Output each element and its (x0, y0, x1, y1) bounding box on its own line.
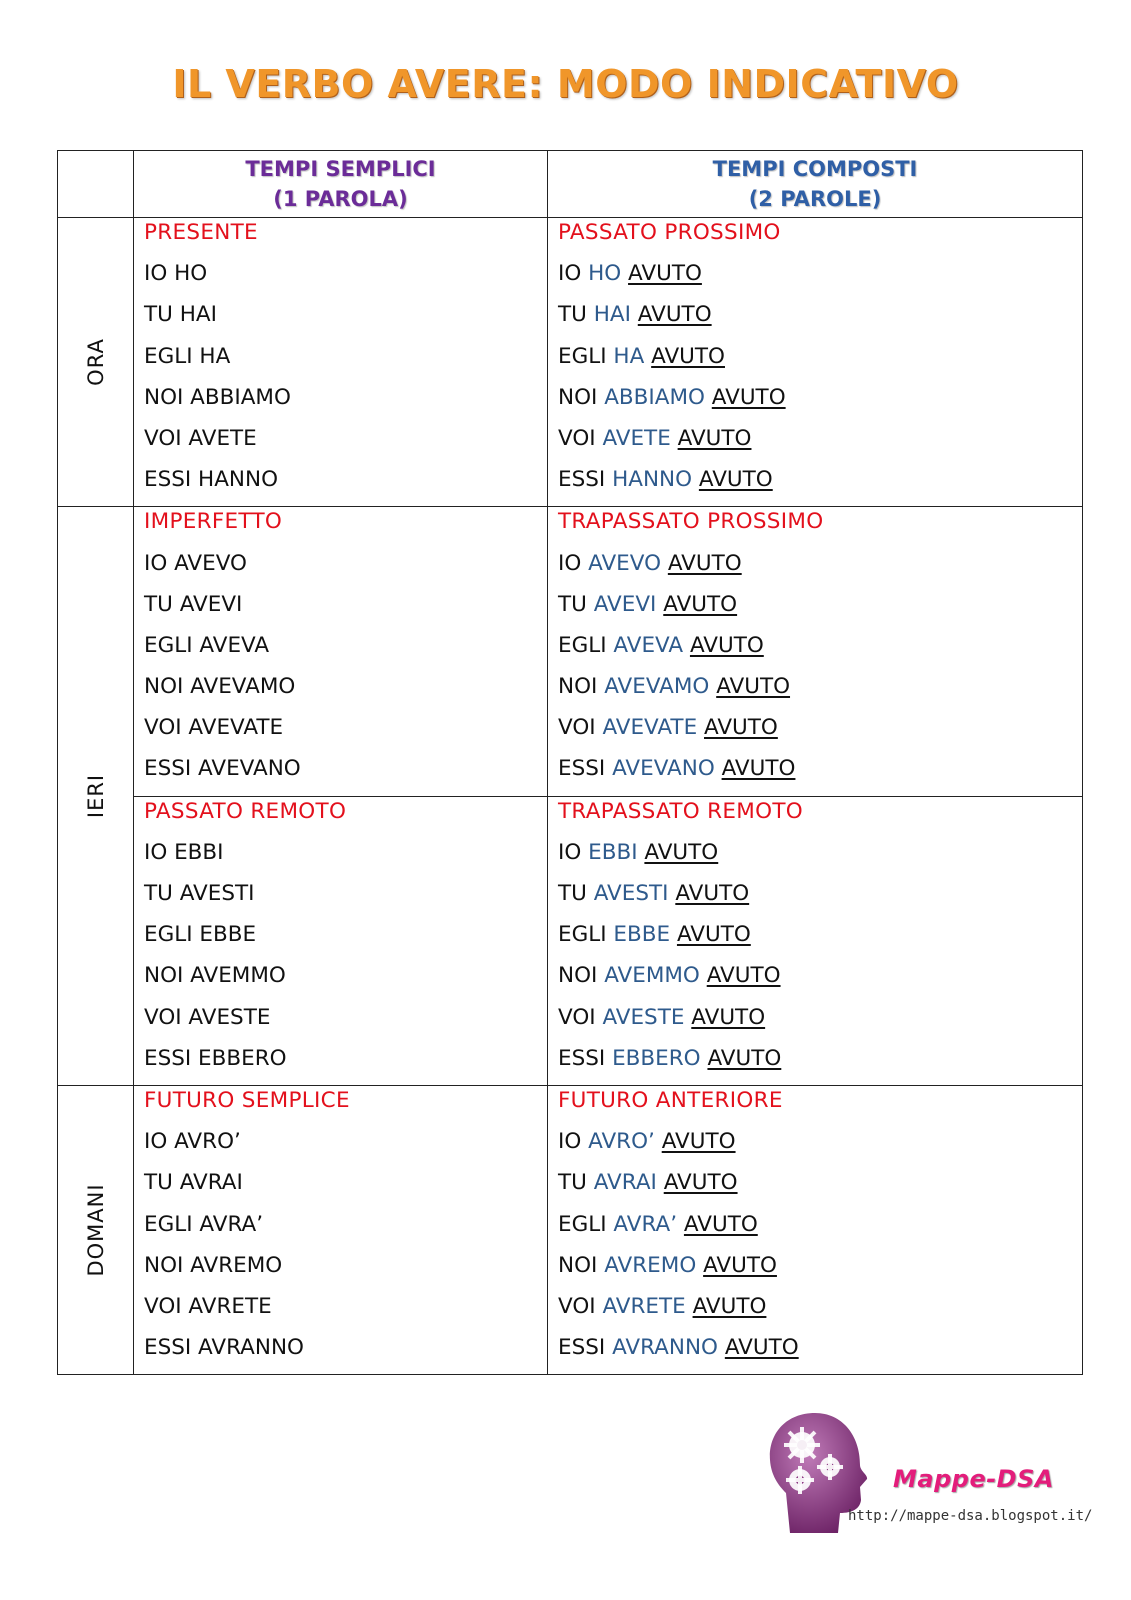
auxiliary-verb: AVEVI (593, 591, 657, 617)
compound-tense-name: TRAPASSATO PROSSIMO (558, 509, 824, 535)
simple-form: NOI ABBIAMO (144, 384, 291, 410)
mappe-dsa-logo (760, 1405, 1100, 1545)
compound-form (558, 838, 1082, 879)
past-participle: AVUTO (663, 1170, 738, 1196)
past-participle: AVUTO (637, 302, 712, 328)
auxiliary-verb: AVEVAMO (604, 674, 710, 700)
auxiliary-verb: AVEMMO (604, 963, 700, 989)
compound-form (558, 1292, 1082, 1333)
header-compound-subtitle: (2 PAROLE) (748, 187, 882, 211)
pronoun: ESSI (558, 1335, 606, 1361)
past-participle: AVUTO (707, 1045, 782, 1071)
corner-cell (58, 151, 134, 218)
time-label: ORA (83, 338, 108, 386)
past-participle: AVUTO (644, 839, 719, 865)
auxiliary-verb: AVEVATE (602, 715, 698, 741)
logo-name: Mappe-DSA (893, 1465, 1054, 1493)
pronoun: VOI (558, 1004, 596, 1030)
auxiliary-verb: AVRAI (593, 1170, 657, 1196)
past-participle: AVUTO (677, 425, 752, 451)
past-participle: AVUTO (698, 467, 773, 493)
compound-tense-name: FUTURO ANTERIORE (558, 1087, 783, 1113)
simple-form: NOI AVEVAMO (144, 674, 296, 700)
header-compound-title: TEMPI COMPOSTI (712, 157, 918, 181)
past-participle: AVUTO (692, 1293, 767, 1319)
simple-form: ESSI AVEVANO (144, 756, 301, 782)
auxiliary-verb: HANNO (612, 467, 693, 493)
auxiliary-verb: AVREMO (604, 1252, 697, 1278)
compound-tense-cell (548, 796, 1083, 1085)
auxiliary-verb: HAI (593, 302, 631, 328)
page-title: IL VERBO AVERE: MODO INDICATIVO (172, 62, 959, 106)
compound-form (558, 1251, 1082, 1292)
pronoun: TU (558, 881, 587, 906)
pronoun: VOI (558, 425, 596, 451)
simple-form: IO HO (144, 261, 208, 287)
pronoun: TU (558, 591, 587, 617)
simple-form: IO EBBI (144, 839, 224, 865)
simple-form: EGLI AVEVA (144, 632, 270, 658)
past-participle: AVUTO (675, 881, 750, 906)
compound-form (558, 631, 1082, 672)
compound-tense-cell (548, 507, 1083, 796)
compound-form (558, 1210, 1082, 1251)
auxiliary-verb: AVEVANO (612, 756, 715, 782)
simple-tense-cell (134, 507, 548, 796)
compound-tense-cell (548, 218, 1083, 507)
simple-form: ESSI EBBERO (144, 1045, 287, 1071)
time-label: DOMANI (83, 1183, 108, 1277)
simple-tense-name: PASSATO REMOTO (144, 798, 347, 824)
auxiliary-verb: AVETE (602, 425, 671, 451)
compound-form (558, 342, 1082, 383)
compound-form (558, 590, 1082, 631)
compound-form (558, 961, 1082, 1002)
past-participle: AVUTO (691, 1004, 766, 1030)
auxiliary-verb: AVESTE (602, 1004, 685, 1030)
pronoun: VOI (558, 1293, 596, 1319)
pronoun: NOI (558, 963, 598, 989)
simple-form: VOI AVEVATE (144, 715, 284, 741)
header-simple-tenses (134, 151, 548, 218)
past-participle: AVUTO (651, 343, 725, 369)
pronoun: EGLI (558, 343, 607, 369)
simple-tense-cell (134, 796, 548, 1085)
compound-form (558, 1003, 1082, 1044)
auxiliary-verb: AVRA’ (613, 1211, 678, 1237)
simple-tense-cell (134, 1085, 548, 1374)
simple-form: VOI AVETE (144, 425, 257, 451)
past-participle: AVUTO (683, 1211, 758, 1237)
conjugation-table (57, 150, 1083, 1375)
pronoun: IO (558, 550, 582, 576)
pronoun: EGLI (558, 922, 607, 948)
pronoun: IO (558, 1129, 582, 1155)
table-row (58, 507, 1083, 796)
past-participle: AVUTO (676, 922, 751, 948)
pronoun: ESSI (558, 1045, 606, 1071)
header-simple-subtitle: (1 PAROLA) (273, 187, 408, 211)
auxiliary-verb: AVEVA (613, 632, 684, 658)
compound-form (558, 1333, 1082, 1374)
simple-form: ESSI AVRANNO (144, 1335, 304, 1361)
simple-form: EGLI AVRA’ (144, 1211, 264, 1237)
simple-form: IO AVRO’ (144, 1129, 241, 1155)
simple-form: NOI AVREMO (144, 1252, 283, 1278)
simple-form: NOI AVEMMO (144, 963, 286, 989)
past-participle: AVUTO (703, 1252, 777, 1278)
simple-form: IO AVEVO (144, 550, 247, 576)
logo-url[interactable]: http://mappe-dsa.blogspot.it/ (848, 1508, 1093, 1524)
simple-tense-name: FUTURO SEMPLICE (144, 1087, 350, 1113)
compound-form (558, 259, 1082, 300)
auxiliary-verb: ABBIAMO (604, 384, 705, 410)
compound-form (558, 549, 1082, 590)
auxiliary-verb: EBBI (588, 839, 638, 865)
compound-tense-name: TRAPASSATO REMOTO (558, 798, 803, 824)
auxiliary-verb: AVRANNO (612, 1335, 718, 1361)
past-participle: AVUTO (628, 261, 702, 287)
past-participle: AVUTO (689, 632, 764, 658)
simple-form: ESSI HANNO (144, 467, 279, 493)
auxiliary-verb: AVEVO (588, 550, 661, 576)
simple-form: TU HAI (144, 302, 217, 328)
pronoun: EGLI (558, 1211, 607, 1237)
simple-form: VOI AVESTE (144, 1004, 271, 1030)
simple-form: EGLI HA (144, 343, 231, 369)
auxiliary-verb: HA (613, 343, 645, 369)
pronoun: NOI (558, 1252, 598, 1278)
time-label-cell (58, 1085, 134, 1374)
pronoun: IO (558, 839, 582, 865)
simple-form: EGLI EBBE (144, 922, 257, 948)
simple-form: VOI AVRETE (144, 1293, 272, 1319)
table-row (58, 1085, 1083, 1374)
pronoun: TU (558, 302, 587, 328)
auxiliary-verb: AVRO’ (588, 1129, 655, 1155)
time-label-cell (58, 218, 134, 507)
time-label-cell (58, 507, 134, 1086)
auxiliary-verb: AVESTI (593, 881, 669, 906)
compound-form (558, 672, 1082, 713)
simple-form: TU AVEVI (144, 591, 243, 617)
compound-form (558, 920, 1082, 961)
simple-form: TU AVESTI (144, 881, 255, 906)
past-participle: AVUTO (661, 1129, 736, 1155)
pronoun: IO (558, 261, 582, 287)
pronoun: VOI (558, 715, 596, 741)
compound-form (558, 465, 1082, 506)
compound-form (558, 424, 1082, 465)
compound-form (558, 1168, 1082, 1209)
header-compound-tenses (548, 151, 1083, 218)
simple-tense-name: PRESENTE (144, 220, 258, 245)
past-participle: AVUTO (667, 550, 742, 576)
past-participle: AVUTO (706, 963, 781, 989)
pronoun: ESSI (558, 467, 606, 493)
simple-form: TU AVRAI (144, 1170, 243, 1196)
compound-form (558, 754, 1082, 795)
past-participle: AVUTO (716, 674, 791, 700)
auxiliary-verb: EBBE (613, 922, 671, 948)
pronoun: ESSI (558, 756, 606, 782)
compound-form (558, 1127, 1082, 1168)
compound-tense-name: PASSATO PROSSIMO (558, 220, 781, 245)
auxiliary-verb: AVRETE (602, 1293, 686, 1319)
compound-form (558, 713, 1082, 754)
time-label: IERI (83, 774, 108, 819)
past-participle: AVUTO (721, 756, 796, 782)
past-participle: AVUTO (704, 715, 778, 741)
auxiliary-verb: EBBERO (612, 1045, 701, 1071)
past-participle: AVUTO (711, 384, 786, 410)
simple-tense-cell (134, 218, 548, 507)
compound-form (558, 879, 1082, 920)
compound-form (558, 383, 1082, 424)
auxiliary-verb: HO (588, 261, 622, 287)
compound-form (558, 300, 1082, 341)
pronoun: EGLI (558, 632, 607, 658)
pronoun: TU (558, 1170, 587, 1196)
past-participle: AVUTO (663, 591, 738, 617)
header-simple-title: TEMPI SEMPLICI (245, 157, 436, 181)
compound-tense-cell (548, 1085, 1083, 1374)
pronoun: NOI (558, 384, 598, 410)
table-row (58, 796, 1083, 1085)
table-row (58, 218, 1083, 507)
pronoun: NOI (558, 674, 598, 700)
compound-form (558, 1044, 1082, 1085)
simple-tense-name: IMPERFETTO (144, 509, 283, 535)
table-header-row (58, 151, 1083, 218)
past-participle: AVUTO (724, 1335, 799, 1361)
